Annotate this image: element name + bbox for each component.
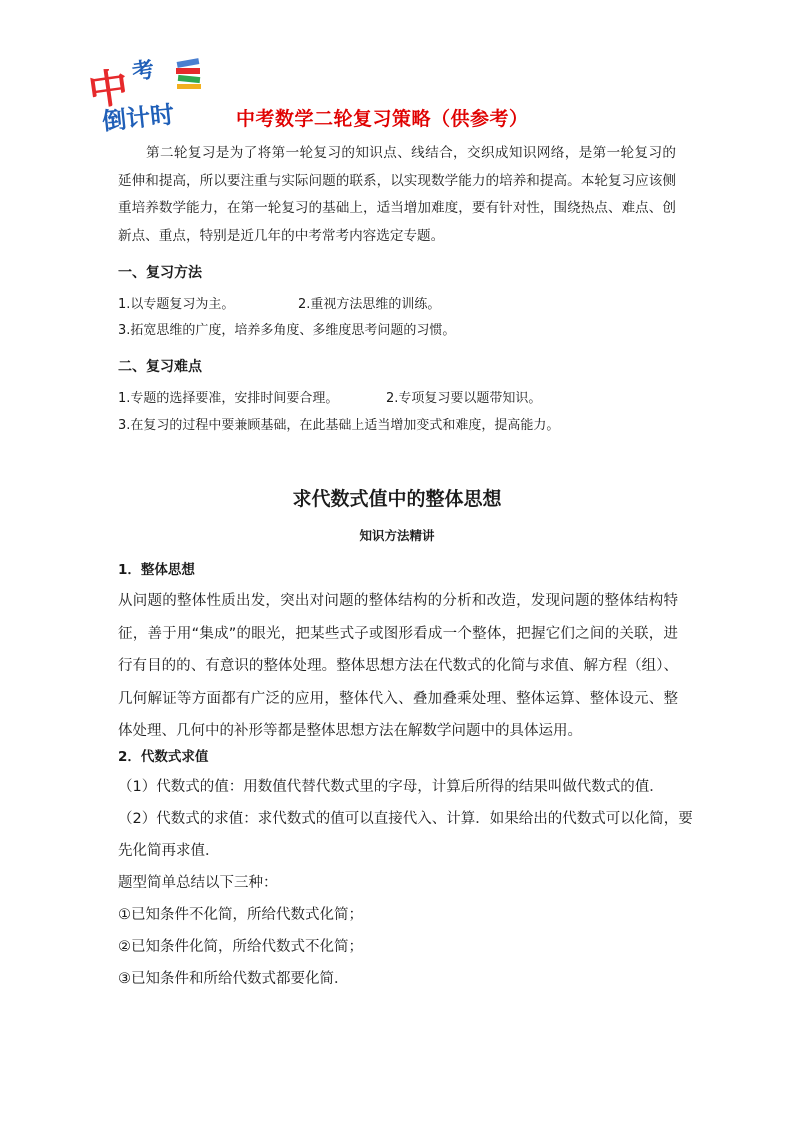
difficulty-item-2: 2.专项复习要以题带知识。 <box>386 391 542 406</box>
question-type-3: ③已知条件和所给代数式都要化简． <box>118 971 349 987</box>
topic-subtitle: 知识方法精讲 <box>359 528 435 543</box>
logo-chars-daojishi: 倒计时 <box>100 100 176 136</box>
method-item-2: 2.重视方法思维的训练。 <box>298 297 441 312</box>
intro-paragraph: 第二轮复习是为了将第一轮复习的知识点、线结合，交织成知识网络，是第一轮复习的延伸和提高，所以要注重与实际问题的联系，以实现数学能力的培养和提高。本轮复习应该侧重培养数学能力，在第一轮复习的基础上，适当增加难度，要有针对性，围绕热点、难点、创新点、重点，特别是近几年的中考常考内容选定专题。 <box>118 145 676 244</box>
holistic-thinking-heading: 1．整体思想 <box>118 562 195 578</box>
review-difficulty-heading: 二、复习难点 <box>118 359 202 375</box>
method-item-1: 1.以专题复习为主。 <box>118 297 235 312</box>
evaluation-line-1: （2）代数式的求值：求代数式的值可以直接代入、计算．如果给出的代数式可以化简，要 <box>118 811 693 827</box>
books-icon <box>174 56 204 90</box>
exam-countdown-logo <box>85 52 214 136</box>
document-title: 中考数学二轮复习策略（供参考） <box>236 108 529 130</box>
question-types-intro: 题型简单总结以下三种： <box>118 875 278 891</box>
difficulty-item-3: 3.在复习的过程中要兼顾基础，在此基础上适当增加变式和难度，提高能力。 <box>118 418 560 433</box>
evaluation-heading: 2．代数式求值 <box>118 749 209 765</box>
logo-char-kao: 考 <box>130 57 156 86</box>
logo-char-zhong: 中 <box>85 64 130 116</box>
review-method-heading: 一、复习方法 <box>118 265 202 281</box>
evaluation-line-2: 先化简再求值． <box>118 843 220 859</box>
method-item-3: 3.拓宽思维的广度，培养多角度、多维度思考问题的习惯。 <box>118 323 456 338</box>
topic-title: 求代数式值中的整体思想 <box>292 488 502 510</box>
question-type-1: ①已知条件不化简，所给代数式化简； <box>118 907 363 923</box>
definition-line: （1）代数式的值：用数值代替代数式里的字母，计算后所得的结果叫做代数式的值． <box>118 779 664 795</box>
holistic-thinking-paragraph: 从问题的整体性质出发，突出对问题的整体结构的分析和改造，发现问题的整体结构特征，善于用“集成”的眼光，把某些式子或图形看成一个整体，把握它们之间的关联，进行有目的的、有意识的整体处理。整体思想方法在代数式的化简与求值、解方程（组）、几何解证等方面都有广泛的应用，整体代入、叠加叠乘处理、整体运算、整体设元、整体处理、几何中的补形等都是整体思想方法在解数学问题中的具体运用。 <box>118 593 678 739</box>
difficulty-item-1: 1.专题的选择要准，安排时间要合理。 <box>118 391 339 406</box>
question-type-2: ②已知条件化简，所给代数式不化简； <box>118 939 363 955</box>
